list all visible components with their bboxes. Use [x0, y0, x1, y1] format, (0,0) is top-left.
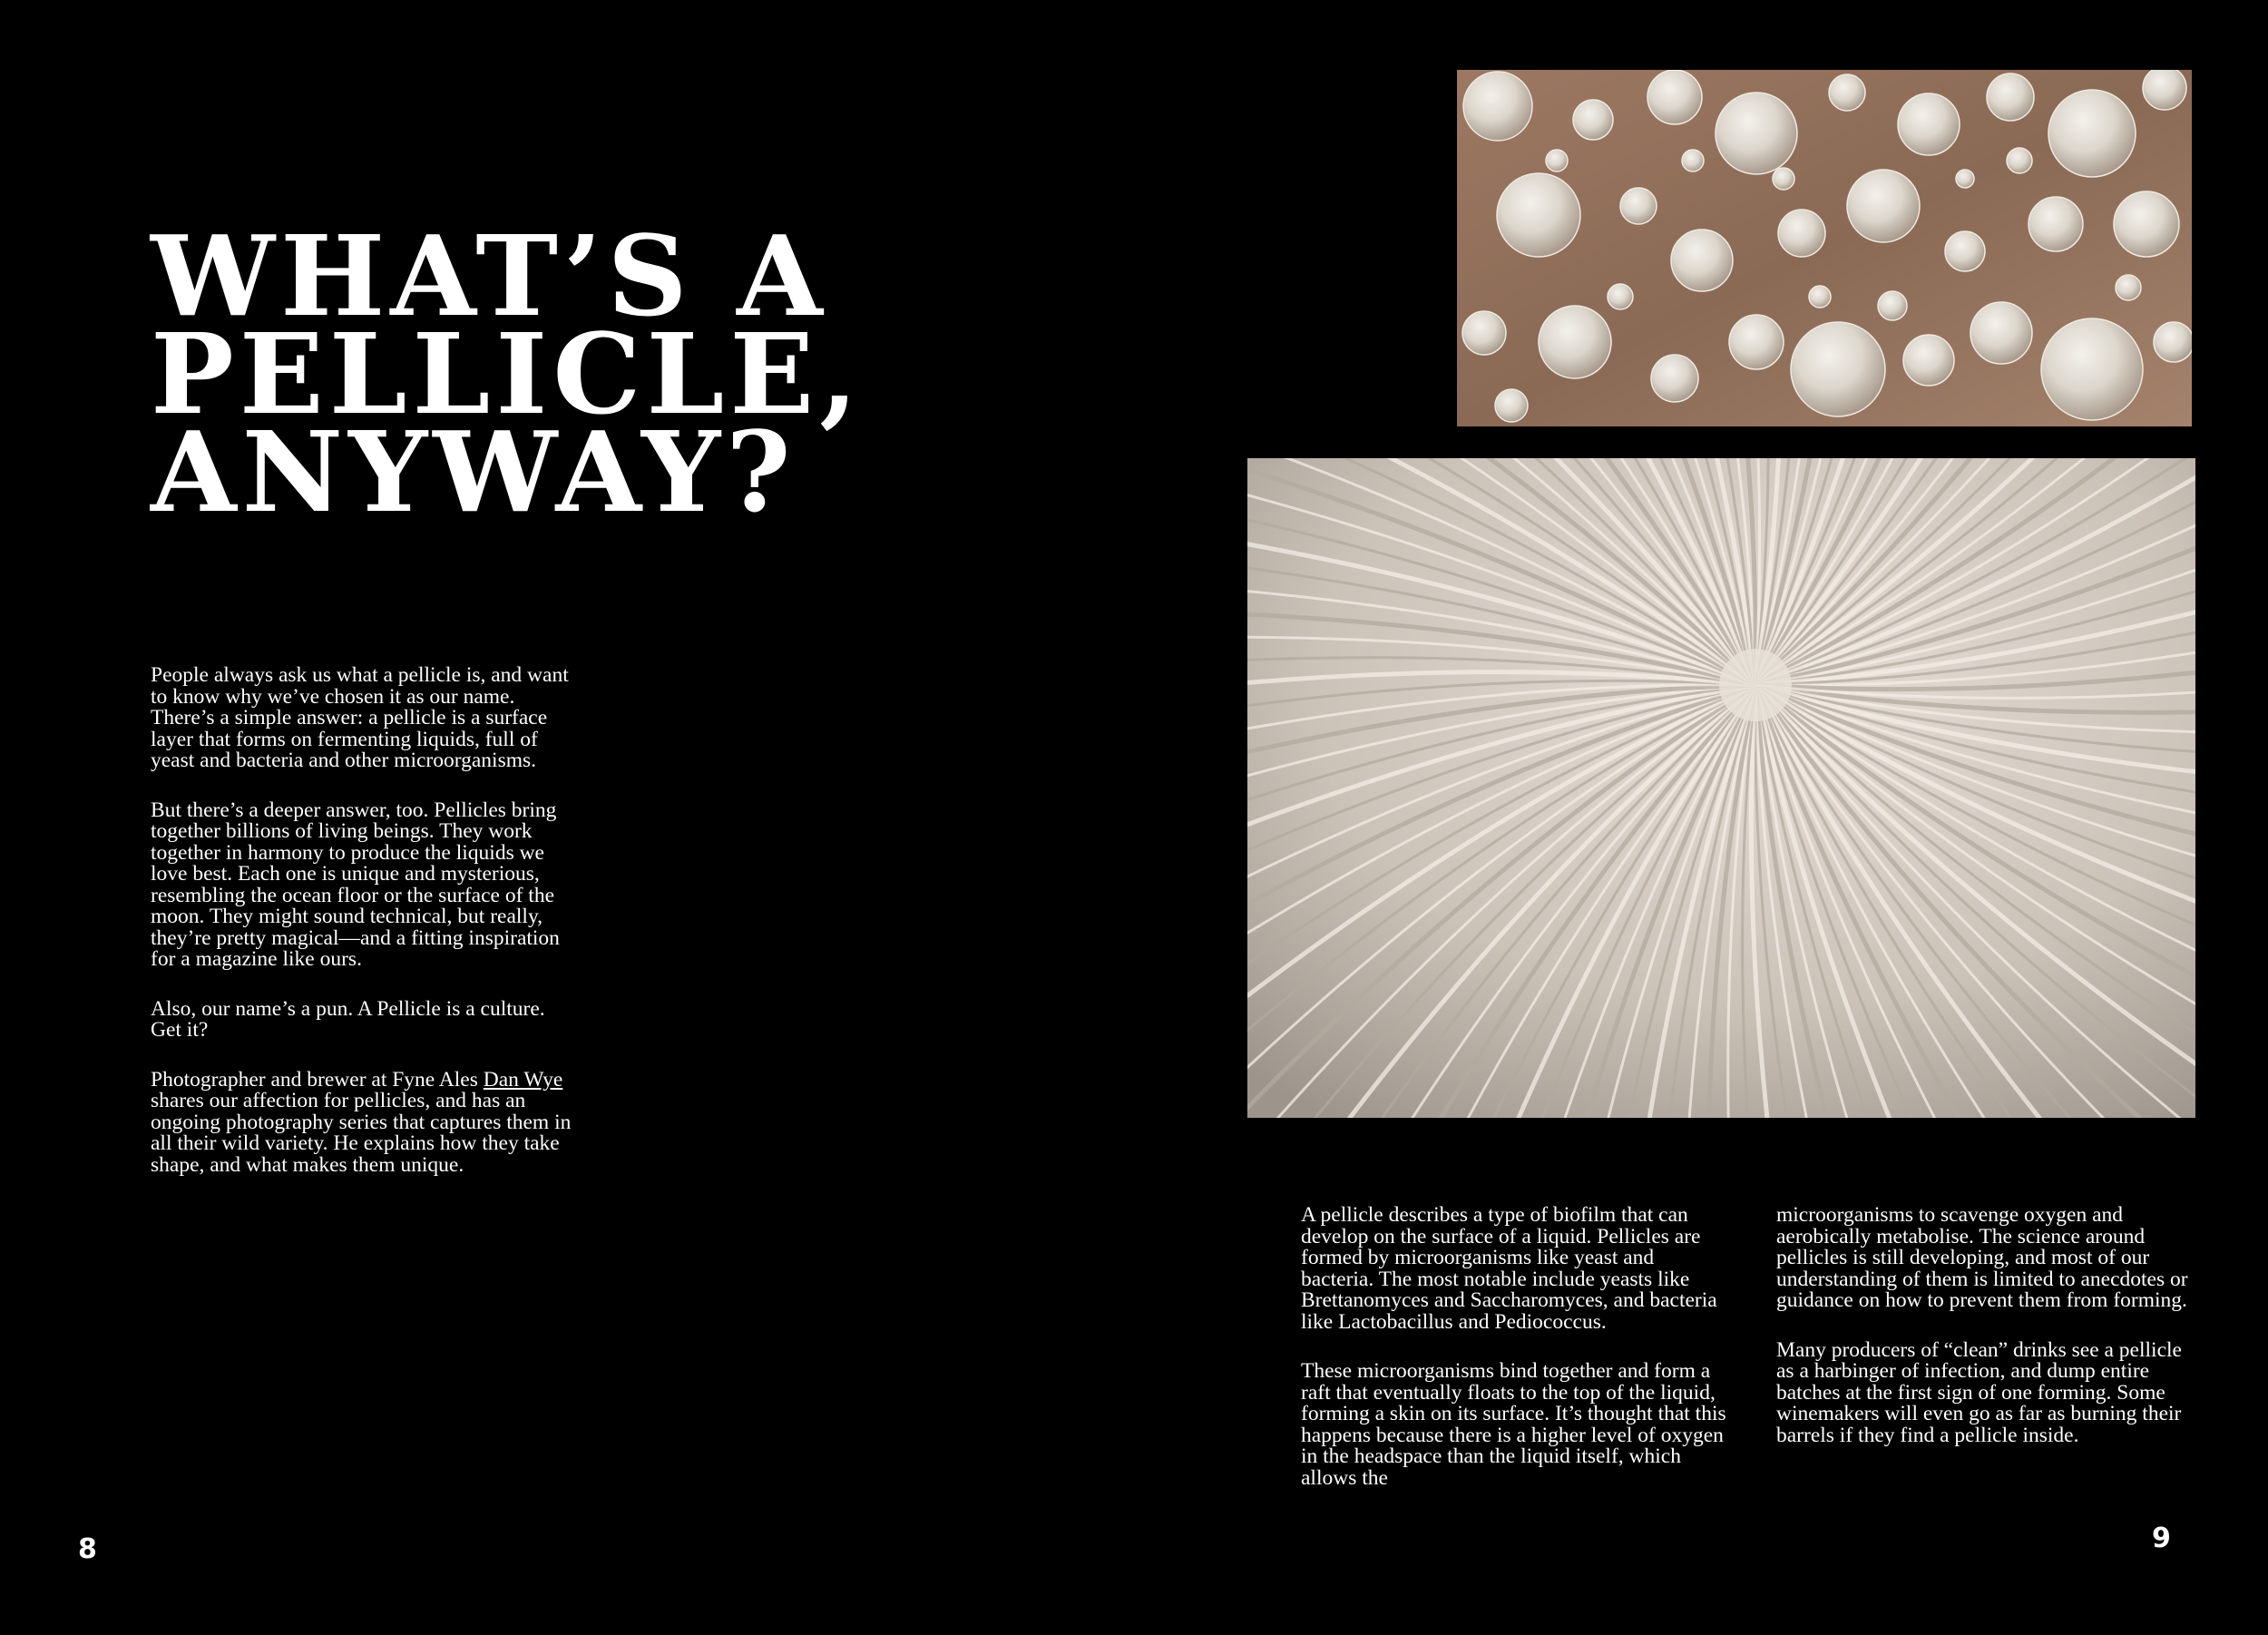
page-number-left: 8 [78, 1533, 97, 1565]
intro-paragraph-4 [151, 1067, 577, 1177]
intro-column [151, 665, 577, 1204]
bubbles-photo [1457, 70, 2192, 426]
intro-paragraph-1: People always ask us what a pellicle is, and want to know why we’ve chosen it as our name. There’s a simple answer: a pellicle is a surface layer that forms on fermenting liquids, full of yeast and bacteria and other microorganisms. [151, 663, 569, 772]
intro-text-before-link: Photographer and brewer at Fyne Ales [151, 1067, 484, 1092]
title-line-3: ANYWAY? [151, 406, 797, 537]
article-column-1 [1301, 1205, 1727, 1517]
page-title [151, 210, 864, 537]
page-number-right: 9 [2152, 1522, 2171, 1554]
photographer-link[interactable]: Dan Wye [483, 1067, 563, 1092]
title-line-2: PELLICLE, [151, 308, 864, 439]
intro-paragraph-3: Also, our name’s a pun. A Pellicle is a culture. Get it? [151, 996, 545, 1042]
intro-paragraph-2: But there’s a deeper answer, too. Pellicles bring together billions of living beings. They work together in harmony to produce the liquids we love best. Each one is unique and mysterious, resembling the ocean floor or the surface of the moon. They might sound technical, but really, they’re pretty magical—and a fitting inspiration for a magazine like ours. [151, 798, 560, 971]
ripples-image [1247, 458, 2195, 1118]
bubbles-image [1457, 70, 2192, 426]
article-column-2 [1776, 1205, 2203, 1474]
title-line-1: WHAT’S A [151, 210, 828, 341]
article-paragraph-2: These microorganisms bind together and form a raft that eventually floats to the top of the liquid, forming a skin on its surface. It’s thought that this happens because there is a higher level of oxygen in the headspace than the liquid itself, which allows the [1301, 1359, 1726, 1490]
intro-text-after-link: shares our affection for pellicles, and has an ongoing photography series that captures them in all their wild variety. He explains how they take shape, and what makes them unique. [151, 1089, 572, 1177]
article-paragraph-1: A pellicle describes a type of biofilm that can develop on the surface of a liquid. Pellicles are formed by microorganisms like yeast and bacteria. The most notable include yeasts like Brettanomyces and Saccharomyces, and bacteria like Lactobacillus and Pediococcus. [1301, 1203, 1717, 1334]
article-paragraph-3: microorganisms to scavenge oxygen and aerobically metabolise. The science around pellicles is still developing, and most of our understanding of them is limited to anecdotes or guidance on how to prevent them from forming. [1776, 1203, 2188, 1312]
ripples-photo [1247, 458, 2195, 1118]
article-paragraph-4: Many producers of “clean” drinks see a pellicle as a harbinger of infection, and dump entire batches at the first sign of one forming. Some winemakers will even go as far as burning their barrels if they find a pellicle inside. [1776, 1337, 2182, 1447]
